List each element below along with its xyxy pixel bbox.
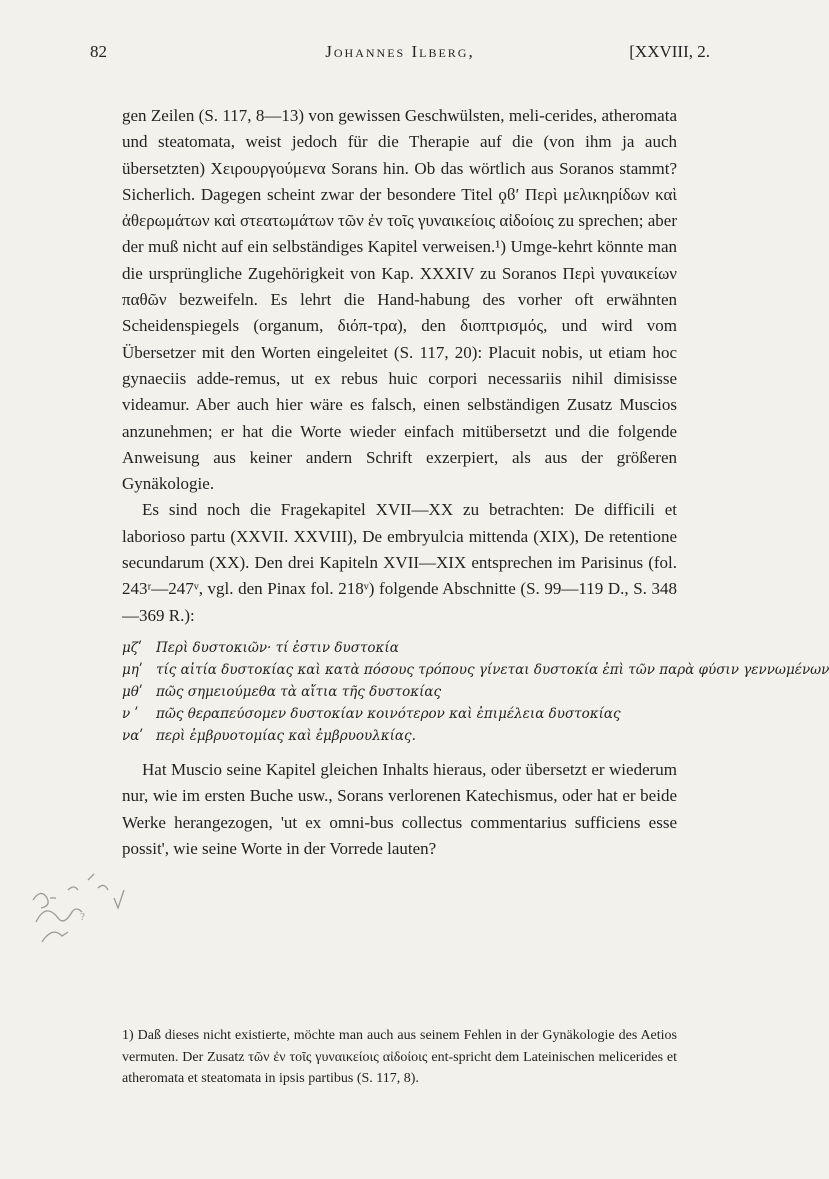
svg-text:?: ? xyxy=(80,911,85,923)
greek-chapter-entry xyxy=(122,681,677,703)
chapter-number: μηʹ xyxy=(122,661,143,678)
chapter-number: ν ʹ xyxy=(122,705,139,722)
greek-chapter-entry xyxy=(122,637,677,659)
chapter-number: μζʹ xyxy=(122,639,142,656)
greek-chapter-entry xyxy=(122,725,677,747)
handwriting-scribble-icon xyxy=(28,860,128,980)
chapter-title: πῶς σημειούμεθα τὰ αἴτια τῆς δυστοκίας xyxy=(156,683,442,700)
paragraph-1: gen Zeilen (S. 117, 8—13) von gewissen Geschwülsten, meli-cerides, atheromata und steatomata, weist jedoch für die Therapie auf die (von ihm ja auch übersetzten) Χειρουργούμενα Sorans hin. Ob das wörtlich aus Soranos stammt? Sicherlich. Dagegen scheint zwar der besondere Titel ϙϐʹ Περὶ μελικηρίδων καὶ ἀθερωμάτων καὶ στεατωμάτων τῶν ἐν τοῖς γυναικείοις αἰδοίοις zu sprechen; aber der muß nicht auf ein selbständiges Kapitel verweisen.¹) Umge-kehrt könnte man die ursprüngliche Zugehörigkeit von Kap. XXXIV zu Soranos Περὶ γυναικείων παθῶν bezweifeln. Es lehrt die Hand-habung des vorher oft erwähnten Scheidenspiegels (organum, διόπ-τρα), den διοπτρισμός, und wird vom Übersetzer mit den Worten eingeleitet (S. 117, 20): Placuit nobis, ut etiam hoc gynaeciis adde-remus, ut ex rebus huic corpori necessariis nihil dimisisse videamur. Aber auch hier wäre es falsch, einen selbständigen Zusatz Muscios anzunehmen; er hat die Worte wieder einfach mitübersetzt und die folgende Anweisung aus keiner andern Schrift exzerpiert, als aus der größeren Gynäkologie. xyxy=(122,106,677,494)
chapter-title: Περὶ δυστοκιῶν· τί ἐστιν δυστοκία xyxy=(156,639,399,656)
page-number: 82 xyxy=(90,42,107,61)
chapter-number: ναʹ xyxy=(122,727,144,744)
page-header xyxy=(90,42,710,74)
greek-chapter-list xyxy=(122,637,829,747)
paragraph-2: Es sind noch die Fragekapitel XVII—XX zu betrachten: De difficili et laborioso partu (XXVII. XXVIII), De embryulcia mittenda (XIX), De retentione secundarum (XX). Den drei Kapiteln XVII—XIX entsprechen im Parisinus (fol. 243ʳ—247ᵛ, vgl. den Pinax fol. 218ᵛ) folgende Abschnitte (S. 99—119 D., S. 348—369 R.): xyxy=(122,500,677,625)
running-head: Johannes Ilberg, xyxy=(325,42,475,61)
footnote: 1) Daß dieses nicht existierte, möchte man auch aus seinem Fehlen in der Gynäkologie des Aetios vermuten. Der Zusatz τῶν ἐν τοῖς γυναικείοις αἰδοίοις ent-spricht dem Lateinischen melicerides et atheromata et steatomata in ipsis partibus (S. 117, 8). xyxy=(122,1028,677,1086)
greek-chapter-entry xyxy=(122,703,677,725)
margin-handwriting xyxy=(28,860,128,980)
greek-chapter-entry xyxy=(122,659,829,681)
paragraph-3: Hat Muscio seine Kapitel gleichen Inhalts hieraus, oder übersetzt er wiederum nur, wie im ersten Buche usw., Sorans verlorenen Katechismus, oder hat er beide Werke herangezogen, 'ut ex omni-bus collectus commentarius sufficiens esse possit', wie seine Worte in der Vorrede lauten? xyxy=(122,759,677,858)
chapter-title: τίς αἰτία δυστοκίας καὶ κατὰ πόσους τρόπους γίνεται δυστοκία ἐπὶ τῶν παρὰ φύσιν γεννωμένων xyxy=(156,661,829,678)
chapter-title: πῶς θεραπεύσομεν δυστοκίαν κοινότερον καὶ ἐπιμέλεια δυστοκίας xyxy=(156,705,621,722)
chapter-title: περὶ ἐμβρυοτομίας καὶ ἐμβρυουλκίας. xyxy=(156,727,416,744)
chapter-number: μθʹ xyxy=(122,683,143,700)
main-text xyxy=(122,103,829,862)
volume-signature: [XXVIII, 2. xyxy=(629,42,710,61)
